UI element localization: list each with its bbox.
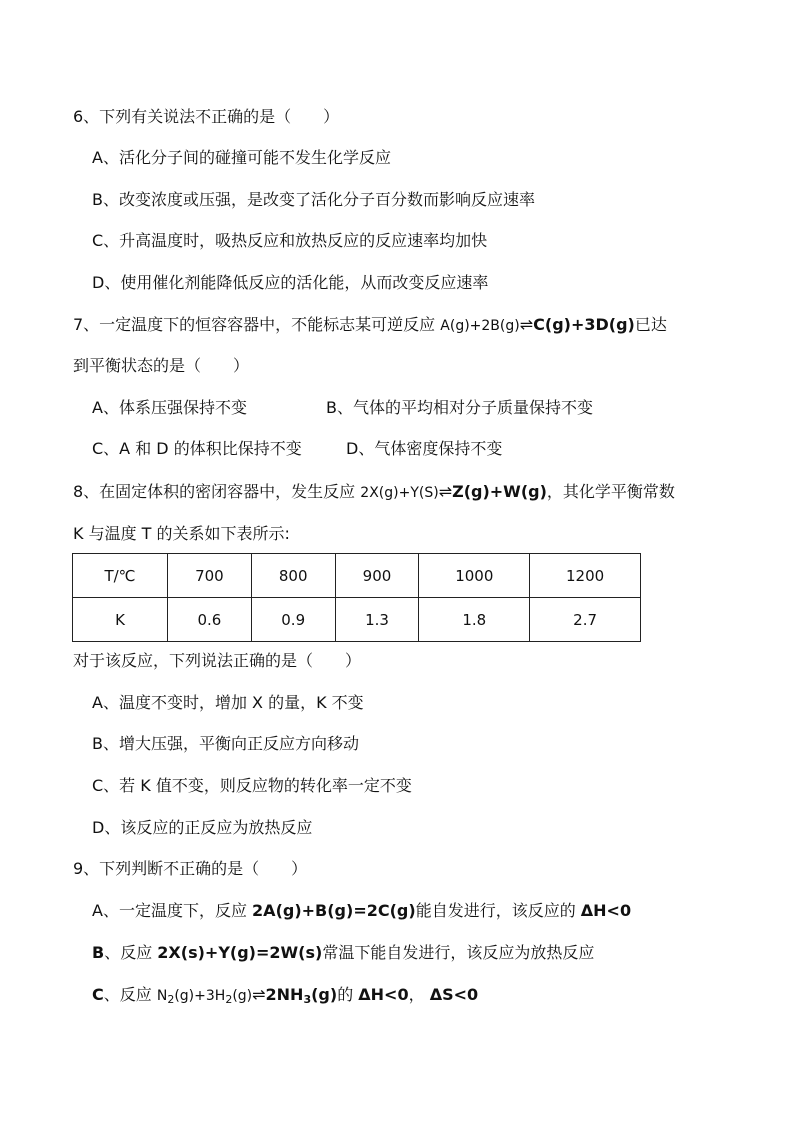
q9-c-h2-subscript: 2 xyxy=(225,993,233,1006)
q9-b-equation: 2X(s)+Y(g)=2W(s) xyxy=(157,943,323,962)
table-cell: 800 xyxy=(251,554,335,598)
q7-option-b: B、气体的平均相对分子质量保持不变 xyxy=(326,398,593,417)
q9-c-nh3-subscript: 3 xyxy=(303,993,312,1006)
q9-c-arrow: ⇌ xyxy=(252,985,266,1004)
table-row-temperature xyxy=(73,554,641,598)
q9-b-label: B xyxy=(92,943,105,962)
q9-c-text-mid: 的 xyxy=(337,985,359,1004)
table-cell: 1000 xyxy=(419,554,530,598)
q9-c-separator: ， xyxy=(408,985,430,1004)
q8-prompt: 对于该反应，下列说法正确的是（ ） xyxy=(73,651,362,670)
q7-stem-end: 已达 xyxy=(634,315,667,334)
q8-stem xyxy=(73,481,675,504)
table-cell: T/℃ xyxy=(73,554,168,598)
q7-option-a: A、体系压强保持不变 xyxy=(92,398,247,417)
q7-products: C(g)+3D(g) xyxy=(533,315,635,334)
q9-c-entropy: ΔS<0 xyxy=(429,985,479,1004)
q9-c-label: C xyxy=(92,985,104,1004)
q7-option-d: D、气体密度保持不变 xyxy=(346,439,503,458)
q9-a-text: A、一定温度下，反应 xyxy=(92,901,253,920)
q8-option-d: D、该反应的正反应为放热反应 xyxy=(92,818,313,837)
q6-option-b: B、改变浓度或压强，是改变了活化分子百分数而影响反应速率 xyxy=(92,190,535,209)
q7-stem-line2: 到平衡状态的是（ ） xyxy=(73,356,250,375)
q7-arrow: ⇌ xyxy=(519,315,534,334)
q9-b-text: 、反应 xyxy=(104,943,158,962)
equilibrium-constant-table xyxy=(72,553,641,642)
q8-option-c: C、若 K 值不变，则反应物的转化率一定不变 xyxy=(92,776,412,795)
q6-option-c: C、升高温度时，吸热反应和放热反应的反应速率均加快 xyxy=(92,231,488,250)
q9-stem: 9、下列判断不正确的是（ ） xyxy=(73,859,308,878)
table-cell: 1200 xyxy=(530,554,641,598)
q9-c-n2-subscript: 2 xyxy=(167,993,175,1006)
q7-stem-text: 7、一定温度下的恒容容器中，不能标志某可逆反应 xyxy=(73,315,441,334)
q9-a-enthalpy: ΔH<0 xyxy=(580,901,632,920)
table-cell: 0.6 xyxy=(168,598,252,642)
q9-c-nh3: 2NH xyxy=(265,985,304,1004)
q8-option-a: A、温度不变时，增加 X 的量，K 不变 xyxy=(92,693,364,712)
q9-a-equation: 2A(g)+B(g)=2C(g) xyxy=(252,901,416,920)
q7-reactants: A(g)+2B(g) xyxy=(440,318,520,334)
table-row-k xyxy=(73,598,641,642)
q9-option-a xyxy=(92,900,631,922)
q9-option-b xyxy=(92,942,594,964)
q7-stem xyxy=(73,314,667,337)
q8-stem-line2: K 与温度 T 的关系如下表所示: xyxy=(73,524,290,543)
q9-c-h2: (g)+3H xyxy=(174,988,226,1004)
q8-reactants: 2X(g)+Y(S) xyxy=(360,485,439,501)
q9-c-h2-state: (g) xyxy=(232,988,253,1004)
table-cell: 700 xyxy=(168,554,252,598)
table-cell: 900 xyxy=(335,554,419,598)
q9-c-enthalpy: ΔH<0 xyxy=(358,985,409,1004)
q8-arrow: ⇌ xyxy=(438,482,453,501)
q6-stem: 6、下列有关说法不正确的是（ ） xyxy=(73,107,340,126)
q6-option-a: A、活化分子间的碰撞可能不发生化学反应 xyxy=(92,148,391,167)
q9-option-c xyxy=(92,984,478,1007)
table-cell: 1.3 xyxy=(335,598,419,642)
q7-option-c: C、A 和 D 的体积比保持不变 xyxy=(92,439,302,458)
table-cell: 0.9 xyxy=(251,598,335,642)
q9-c-n2: N xyxy=(156,988,168,1004)
q9-c-text: 、反应 xyxy=(103,985,157,1004)
table-cell: 2.7 xyxy=(530,598,641,642)
q9-a-text-mid: 能自发进行，该反应的 xyxy=(415,901,581,920)
q9-b-text-end: 常温下能自发进行，该反应为放热反应 xyxy=(322,943,595,962)
q8-stem-end: ，其化学平衡常数 xyxy=(546,482,675,501)
q6-option-d: D、使用催化剂能降低反应的活化能，从而改变反应速率 xyxy=(92,273,489,292)
q8-products: Z(g)+W(g) xyxy=(452,482,547,501)
q8-option-b: B、增大压强，平衡向正反应方向移动 xyxy=(92,734,359,753)
table-cell: 1.8 xyxy=(419,598,530,642)
q9-c-nh3-state: (g) xyxy=(311,985,338,1004)
q8-stem-text: 8、在固定体积的密闭容器中，发生反应 xyxy=(73,482,361,501)
table-cell: K xyxy=(73,598,168,642)
